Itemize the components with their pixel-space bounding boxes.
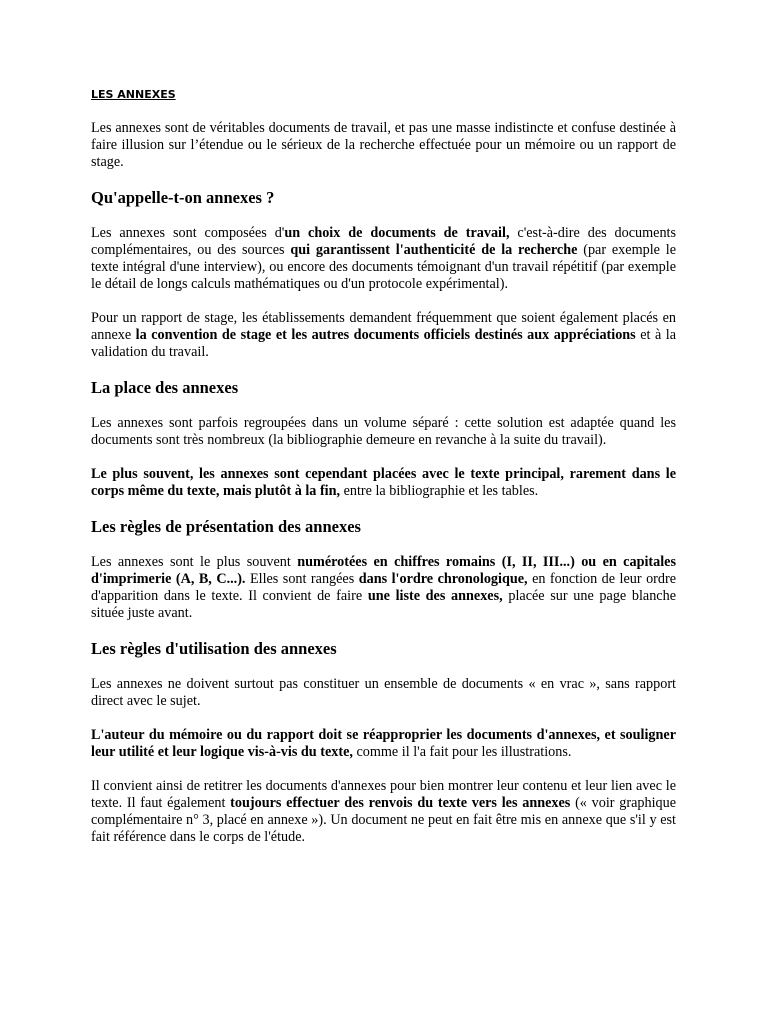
definition-paragraph-1 (91, 225, 676, 293)
usage-paragraph-3 (91, 778, 676, 846)
text-run: Les annexes sont le plus souvent (91, 554, 298, 570)
text-run: en fonction de leur ordre d'apparition dans le texte. Il convient de faire (91, 571, 677, 604)
intro-paragraph: Les annexes sont de véritables documents de travail, et pas une masse indistincte et confuse destinée à faire illusion sur l’étendue ou le sérieux de la recherche effectuée pour un mémoire ou un rapport de stage. (91, 120, 676, 170)
bold-run: L'auteur du mémoire ou du rapport doit se réapproprier les documents d'annexes, et souligner leur utilité et leur logique vis-à-vis du texte, (91, 727, 676, 760)
text-run: Les annexes sont composées d' (91, 225, 285, 241)
text-run: (« voir graphique complémentaire n° 3, placé en annexe »). Un document ne peut en fait être mis en annexe que s'il y est fait référence dans le corps de l'étude. (91, 795, 677, 845)
section-heading-usage: Les règles d'utilisation des annexes (91, 639, 337, 658)
section-heading-presentation: Les règles de présentation des annexes (91, 517, 361, 536)
text-run: et à la validation du travail. (91, 327, 676, 360)
section-heading-placement: La place des annexes (91, 378, 239, 397)
usage-paragraph-2 (91, 727, 676, 761)
bold-run: la convention de stage et les autres documents officiels destinés aux appréciations (135, 327, 636, 343)
placement-paragraph-1: Les annexes sont parfois regroupées dans un volume séparé : cette solution est adaptée quand les documents sont très nombreux (la bibliographie demeure en revanche à la suite du travail). (91, 415, 676, 448)
document-page (91, 88, 676, 863)
bold-run: toujours effectuer des renvois du texte vers les annexes (230, 795, 571, 811)
bold-run: une liste des annexes, (367, 588, 503, 604)
text-run: c'est-à-dire des documents complémentaires, ou des sources (91, 225, 677, 258)
text-run: Pour un rapport de stage, les établissements demandent fréquemment que soient également placés en annexe (91, 310, 676, 343)
definition-paragraph-2 (91, 310, 676, 361)
presentation-paragraph-1 (91, 554, 676, 622)
text-run: comme il l'a fait pour les illustrations. (352, 744, 572, 760)
text-run: Elles sont rangées (245, 571, 359, 587)
text-run: (par exemple le texte intégral d'une interview), ou encore des documents témoignant d'un travail répétitif (par exemple le détail de longs calculs mathématiques ou d'un protocole expérimental). (91, 242, 676, 292)
bold-run: dans l'ordre chronologique, (358, 571, 528, 587)
bold-run: Le plus souvent, les annexes sont cependant placées avec le texte principal, rarement dans le corps même du texte, mais plutôt à la fin, (91, 466, 676, 499)
text-run: placée sur une page blanche située juste avant. (91, 588, 676, 621)
text-run: Il convient ainsi de retitrer les documents d'annexes pour bien montrer leur contenu et leur lien avec le texte. Il faut également (91, 778, 676, 811)
bold-run: qui garantissent l'authenticité de la recherche (290, 242, 578, 258)
bold-run: un choix de documents de travail, (284, 225, 510, 241)
section-heading-definition: Qu'appelle-t-on annexes ? (91, 188, 275, 207)
document-title: LES ANNEXES (91, 88, 176, 101)
bold-run: numérotées en chiffres romains (I, II, III...) ou en capitales d'imprimerie (A, B, C...). (91, 554, 676, 587)
placement-paragraph-2 (91, 466, 676, 500)
text-run: entre la bibliographie et les tables. (340, 483, 539, 499)
usage-paragraph-1: Les annexes ne doivent surtout pas constituer un ensemble de documents « en vrac », sans rapport direct avec le sujet. (91, 676, 676, 709)
